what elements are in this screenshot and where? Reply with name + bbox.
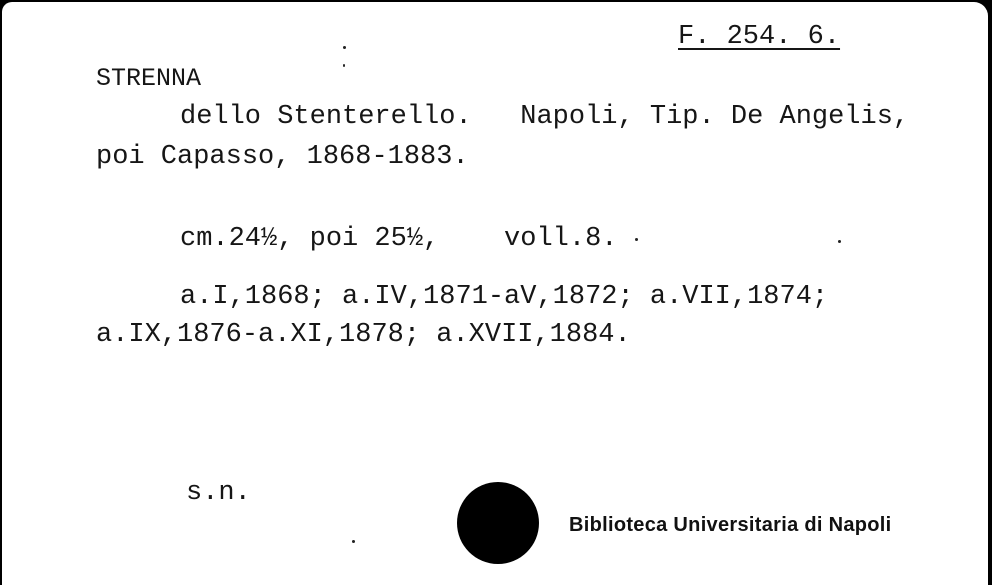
shelf-note: s.n. [186, 478, 251, 508]
holdings-line-2: a.IX,1876-a.XI,1878; a.XVII,1884. [96, 320, 631, 350]
ink-speck [343, 64, 345, 67]
library-stamp-seal-icon [457, 482, 539, 564]
format-volumes-line: cm.24½, poi 25½, voll.8. [180, 224, 618, 254]
call-number: F. 254. 6. [678, 22, 841, 52]
holdings-line-1: a.I,1868; a.IV,1871-aV,1872; a.VII,1874; [180, 282, 829, 312]
library-stamp-text: Biblioteca Universitaria di Napoli [569, 514, 892, 536]
ink-speck [352, 540, 355, 543]
ink-speck [343, 46, 346, 49]
ink-speck [635, 238, 638, 241]
title-publisher-line: dello Stenterello. Napoli, Tip. De Angelis, [180, 102, 910, 132]
catalog-card [2, 2, 988, 585]
publisher-dates-line: poi Capasso, 1868-1883. [96, 142, 469, 172]
entry-heading: STRENNA [96, 64, 202, 93]
ink-speck [838, 240, 841, 243]
